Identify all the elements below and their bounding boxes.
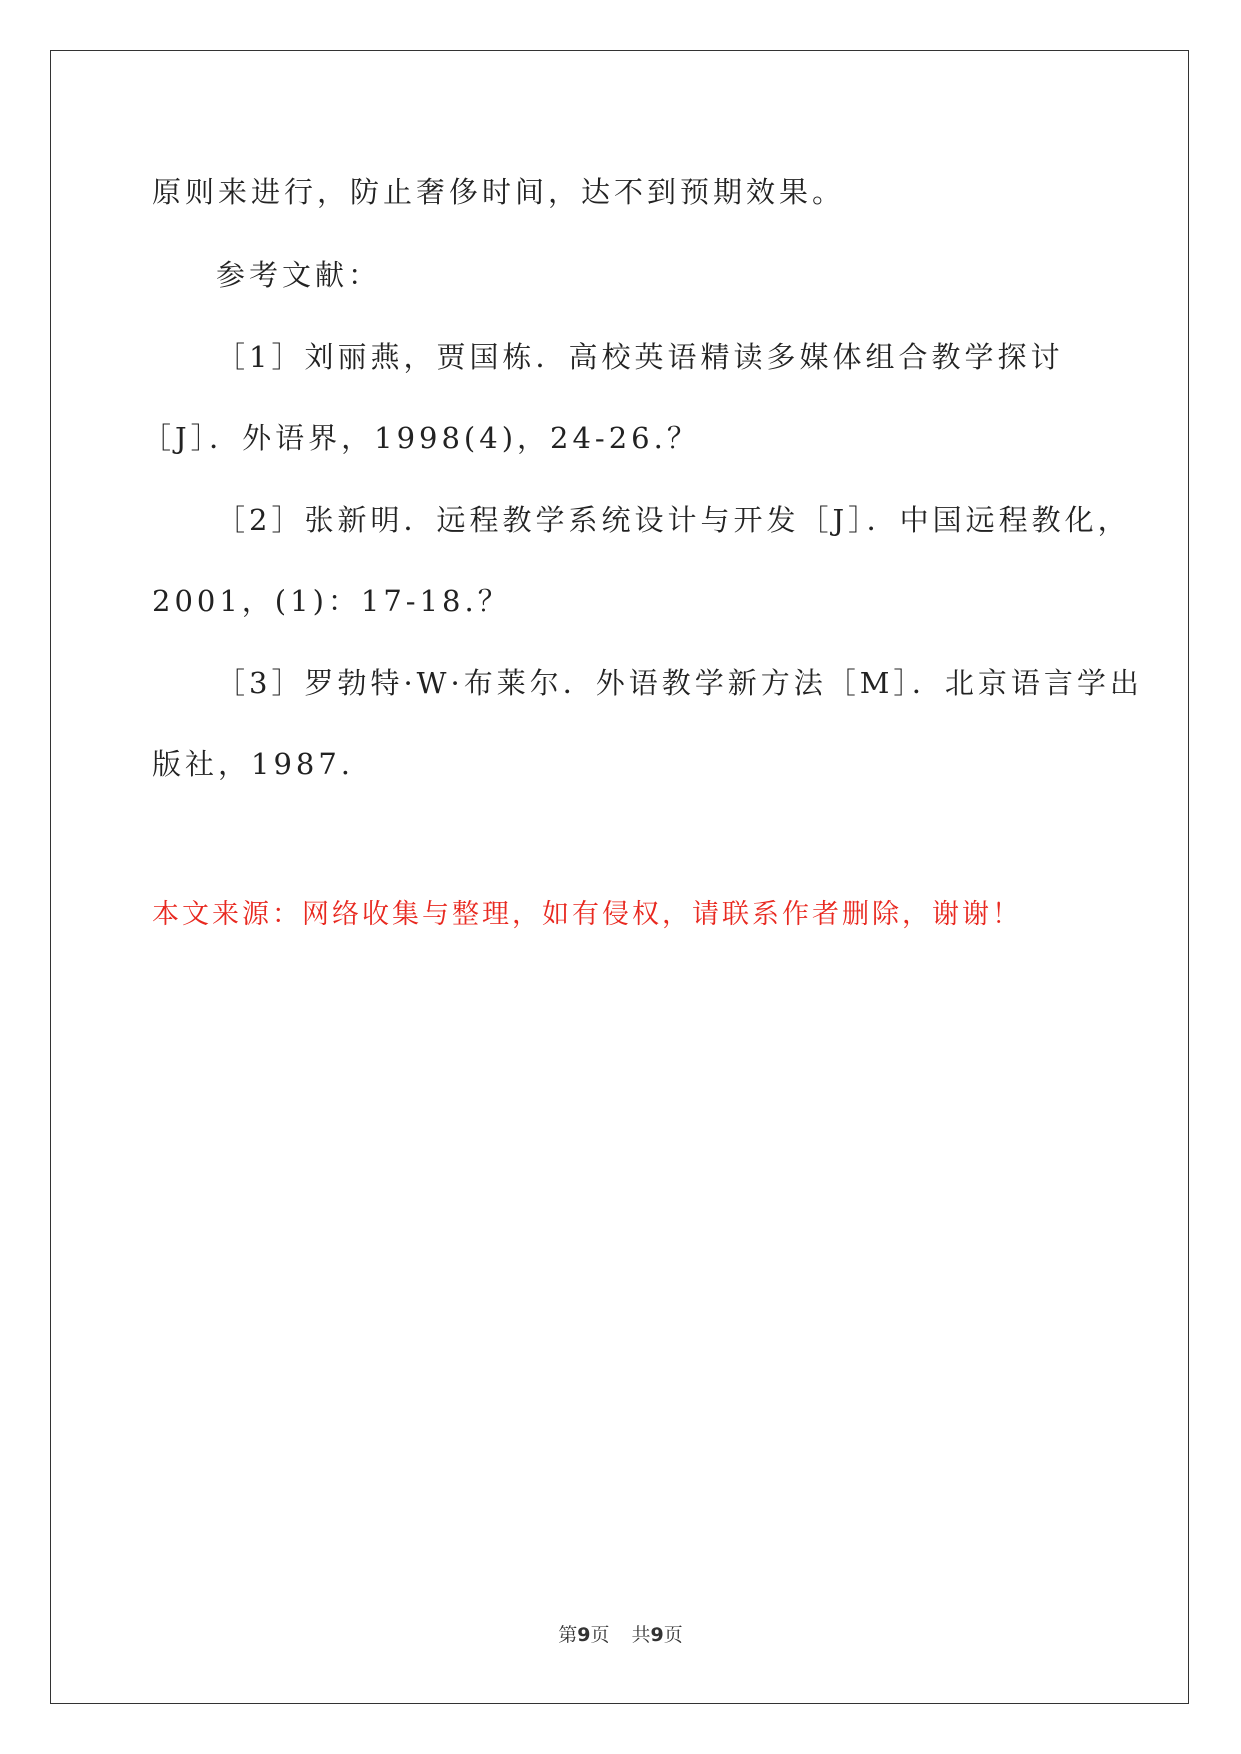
page-border — [50, 50, 1189, 1704]
reference-1-line-2: ［J］．外语界，1998(4)，24-26.？ — [142, 421, 700, 455]
reference-2-line-1: ［2］张新明．远程教学系统设计与开发［J］．中国远程教化， — [216, 503, 1131, 537]
reference-3-line-1: ［3］罗勃特·W·布莱尔．外语教学新方法［M］．北京语言学出 — [216, 666, 1143, 700]
body-line-1: 原则来进行，防止奢侈时间，达不到预期效果。 — [152, 175, 846, 209]
references-heading: 参考文献： — [216, 258, 382, 292]
total-pages: 共9页 — [631, 1624, 683, 1646]
reference-1-line-1: ［1］刘丽燕，贾国栋．高校英语精读多媒体组合教学探讨 — [216, 340, 1064, 374]
reference-2-line-2: 2001，(1)：17-18.？ — [152, 584, 511, 618]
page-number: 第9页 — [558, 1624, 610, 1646]
reference-3-line-2: 版社，1987. — [152, 747, 355, 781]
source-notice: 本文来源：网络收集与整理，如有侵权，请联系作者删除，谢谢！ — [152, 899, 1022, 930]
page-footer — [0, 1620, 1241, 1647]
